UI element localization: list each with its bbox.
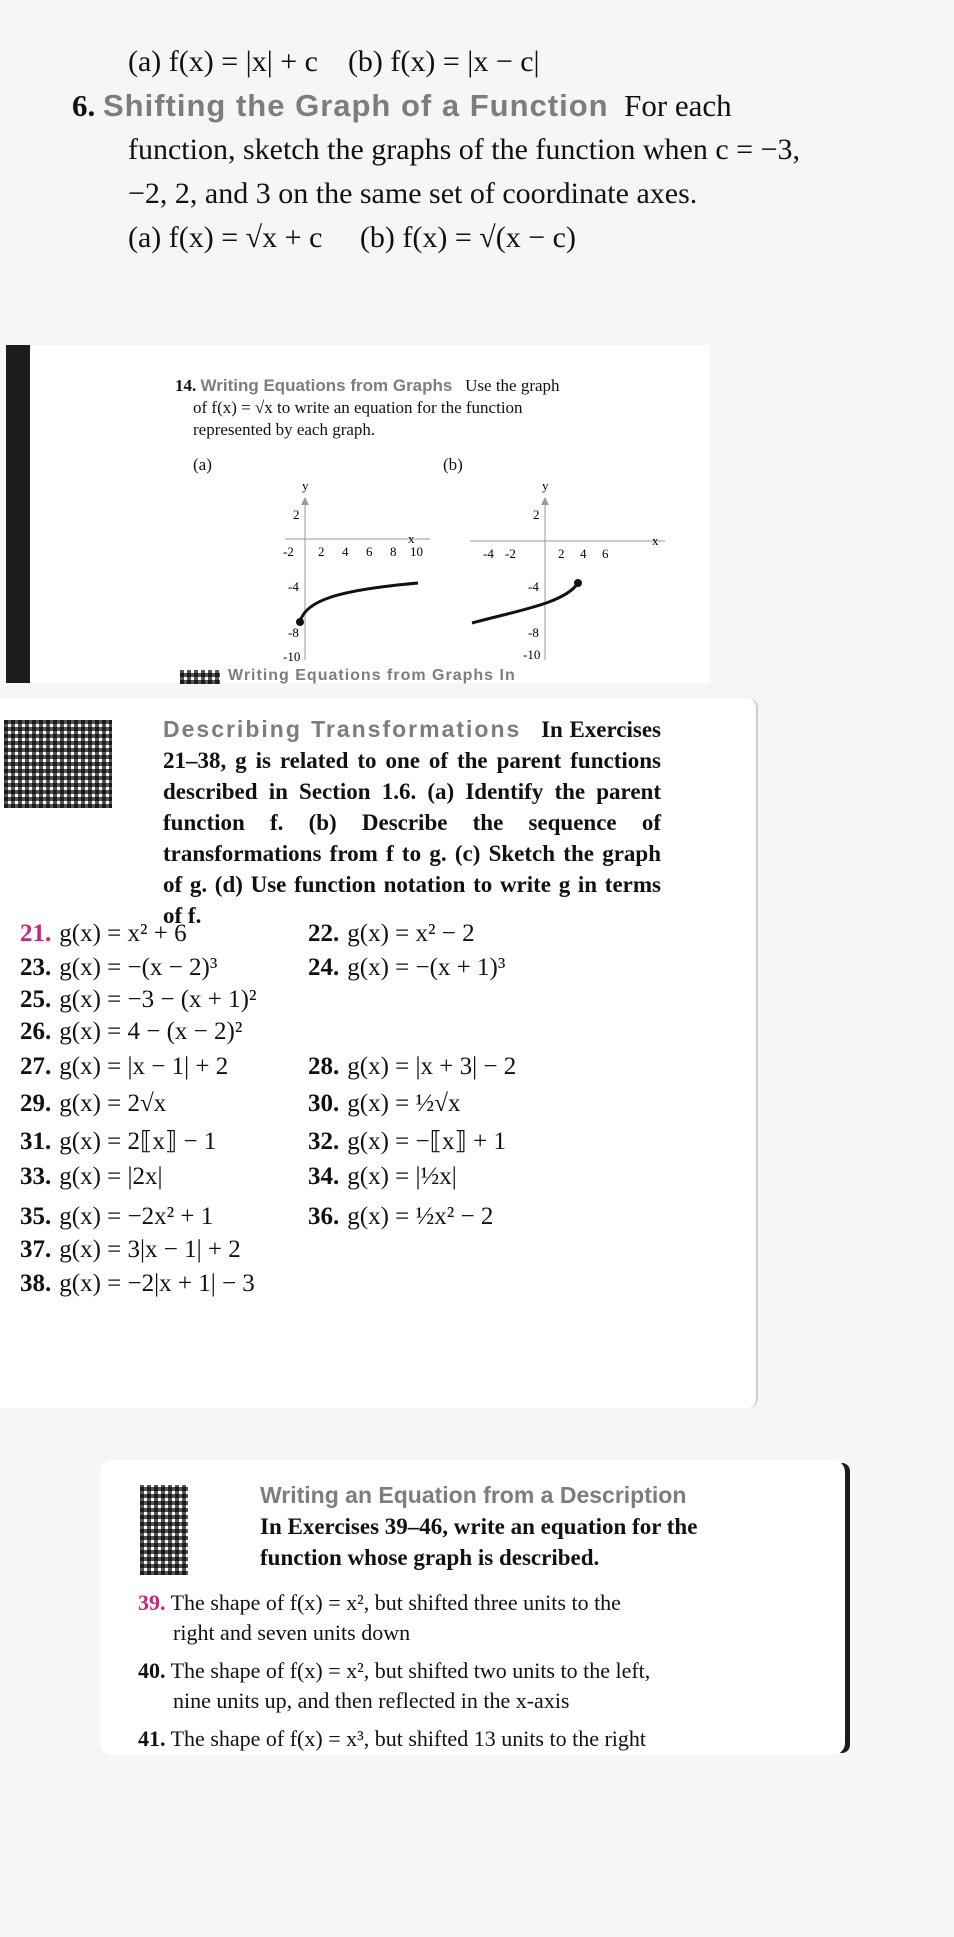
exercise-item: [308, 1126, 506, 1156]
text: right and seven units down: [173, 1620, 411, 1645]
exercise-item: [20, 1163, 163, 1191]
text: In: [541, 717, 563, 742]
exercises-21-38-card: [0, 698, 758, 1408]
x-axis-label: x: [408, 531, 415, 546]
y-axis-label: y: [302, 478, 309, 493]
text: The shape of f(x) = x³, but shifted 13 units to the right: [170, 1726, 647, 1751]
section-intro: Exercises 21–38, g is related to one of the parent functions described in Section 1.6. (a) Identify the parent function f. (b) Describe the sequence of transformations from f to g. (c) Sketch the graph of g. (d) Use function notation to write g in terms of f.: [163, 717, 661, 928]
text: The shape of f(x) = x², but shifted three units to the: [170, 1590, 621, 1615]
exercise-number: 34.: [308, 1163, 340, 1190]
tick: -4: [528, 579, 539, 594]
exercise-formula: g(x) = −(x + 1)³: [347, 954, 506, 981]
exercise-number: 21.: [20, 920, 52, 947]
curve: [300, 583, 418, 622]
exercise-formula: g(x) = 3|x − 1| + 2: [59, 1236, 241, 1263]
exercise-formula: g(x) = −2|x + 1| − 3: [59, 1270, 255, 1297]
exercise-formula: g(x) = |2x|: [59, 1163, 163, 1190]
exercise-title: Shifting the Graph of a Function: [103, 88, 609, 123]
exercise-6: [72, 84, 800, 128]
graph-b: [430, 455, 670, 675]
exercise-formula: g(x) = −(x − 2)³: [59, 954, 218, 981]
exercise-item: [308, 1053, 516, 1081]
exercise-formula: g(x) = |½x|: [347, 1163, 457, 1190]
tick: 8: [390, 544, 397, 559]
scrollbar: [6, 345, 30, 683]
tick: -10: [283, 649, 301, 664]
exercise-number: 25.: [20, 986, 52, 1013]
tick: 2: [318, 544, 325, 559]
exercise-item: [20, 920, 187, 948]
exercise-41: [138, 1724, 838, 1751]
exercise-number: 33.: [20, 1163, 52, 1190]
exercise-14-card: [30, 345, 710, 683]
text: Use the graph: [465, 376, 560, 395]
tick: -8: [288, 625, 299, 640]
graph-a: [190, 455, 423, 675]
text: represented by each graph.: [193, 420, 376, 439]
exercise-formula: g(x) = −⟦x⟧ + 1: [347, 1128, 506, 1155]
section-intro: function whose graph is described.: [260, 1545, 600, 1570]
exercise-number: 41.: [138, 1726, 166, 1751]
exercise-item: [20, 1236, 241, 1264]
exercise-formula: g(x) = x² + 6: [59, 920, 187, 947]
tick: 10: [410, 544, 423, 559]
exercise-number: 35.: [20, 1203, 52, 1230]
exercise-number: 40.: [138, 1658, 166, 1683]
section-title: Writing an Equation from a Description: [260, 1482, 687, 1508]
exercise-number: 30.: [308, 1090, 340, 1117]
exercises-39-46-card: [100, 1460, 845, 1755]
exercise-item: [20, 986, 256, 1014]
tick: 2: [558, 546, 565, 561]
exercise-formula: g(x) = −2x² + 1: [59, 1203, 214, 1230]
section-title: Describing Transformations: [163, 716, 522, 742]
curve: [472, 583, 578, 623]
exercise-item: [308, 1163, 457, 1191]
x-axis-label: x: [652, 533, 659, 548]
exercise-formula: g(x) = −3 − (x + 1)²: [59, 986, 257, 1013]
tick: -10: [523, 647, 541, 662]
tick: 6: [602, 546, 609, 561]
exercise-item: [308, 920, 475, 948]
tick: -8: [528, 625, 539, 640]
section-intro: In Exercises 39–46, write an equation for the: [260, 1514, 698, 1539]
exercise-number: 24.: [308, 954, 340, 981]
text: of f(x) = √x to write an equation for the function: [193, 398, 523, 417]
exercise-number: 14.: [175, 376, 197, 395]
tick: -2: [505, 546, 516, 561]
tick: 6: [366, 544, 373, 559]
exercise-number: 26.: [20, 1018, 52, 1045]
exercise-formula: g(x) = 4 − (x − 2)²: [59, 1018, 243, 1045]
graph-a-label: (a): [193, 455, 212, 474]
exercise-item: [20, 1018, 242, 1046]
exercise-number: 32.: [308, 1128, 340, 1155]
part-b: (b) f(x) = |x − c|: [347, 45, 540, 78]
text: nine units up, and then reflected in the x-axis: [173, 1688, 570, 1713]
exercise-formula: g(x) = x² − 2: [347, 920, 475, 947]
exercise-number: 37.: [20, 1236, 52, 1263]
cut-heading: Writing Equations from Graphs In: [228, 667, 516, 684]
exercise-number: 28.: [308, 1053, 340, 1080]
exercise-number: 27.: [20, 1053, 52, 1080]
exercise-item: [20, 1126, 216, 1156]
exercise-number: 6.: [72, 88, 96, 123]
exercise-40: [138, 1656, 838, 1686]
exercise-number: 39.: [138, 1590, 166, 1615]
text: For each: [624, 88, 732, 123]
exercise-item: [308, 1203, 493, 1231]
tick: -4: [288, 579, 299, 594]
tick: 2: [533, 507, 540, 522]
exercise-formula: g(x) = |x + 3| − 2: [347, 1053, 517, 1080]
part-a: (a) f(x) = |x| + c: [128, 45, 318, 78]
exercise-item: [20, 1270, 255, 1298]
exercise-item: [20, 1053, 228, 1081]
exercise-number: 29.: [20, 1090, 52, 1117]
exercise-item: [20, 1203, 213, 1231]
exercise-title: Writing Equations from Graphs: [200, 376, 453, 395]
text: −2, 2, and 3 on the same set of coordinate axes.: [128, 177, 698, 210]
endpoint: [574, 579, 582, 587]
tick: 4: [580, 546, 587, 561]
exercise-number: 23.: [20, 954, 52, 981]
exercise-item: [20, 954, 217, 982]
tick: 2: [293, 507, 300, 522]
exercise-item: [308, 1090, 460, 1118]
y-axis-label: y: [542, 478, 549, 493]
exercise-formula: g(x) = ½√x: [347, 1090, 461, 1117]
tick: -2: [283, 544, 294, 559]
qr-code[interactable]: [140, 1485, 188, 1575]
exercise-39: [138, 1588, 838, 1618]
endpoint: [296, 618, 304, 626]
exercise-formula: g(x) = 2⟦x⟧ − 1: [59, 1128, 217, 1155]
qr-code[interactable]: [180, 670, 220, 684]
exercise-formula: g(x) = 2√x: [59, 1090, 167, 1117]
exercise-item: [308, 954, 505, 982]
part-a: (a) f(x) = √x + c: [128, 221, 323, 254]
part-b: (b) f(x) = √(x − c): [359, 221, 576, 254]
exercise-number: 31.: [20, 1128, 52, 1155]
exercise-number: 22.: [308, 920, 340, 947]
graph-b-label: (b): [443, 455, 463, 474]
text: The shape of f(x) = x², but shifted two units to the left,: [170, 1658, 651, 1683]
exercise-formula: g(x) = ½x² − 2: [347, 1203, 494, 1230]
exercise-number: 36.: [308, 1203, 340, 1230]
parts-line-5: [128, 40, 800, 84]
qr-code[interactable]: [4, 720, 112, 808]
exercise-formula: g(x) = |x − 1| + 2: [59, 1053, 229, 1080]
exercise-number: 38.: [20, 1270, 52, 1297]
tick: -4: [483, 546, 494, 561]
exercise-item: [20, 1090, 166, 1118]
text: function, sketch the graphs of the function when c = −3,: [128, 133, 800, 166]
tick: 4: [342, 544, 349, 559]
top-section: [72, 40, 800, 260]
